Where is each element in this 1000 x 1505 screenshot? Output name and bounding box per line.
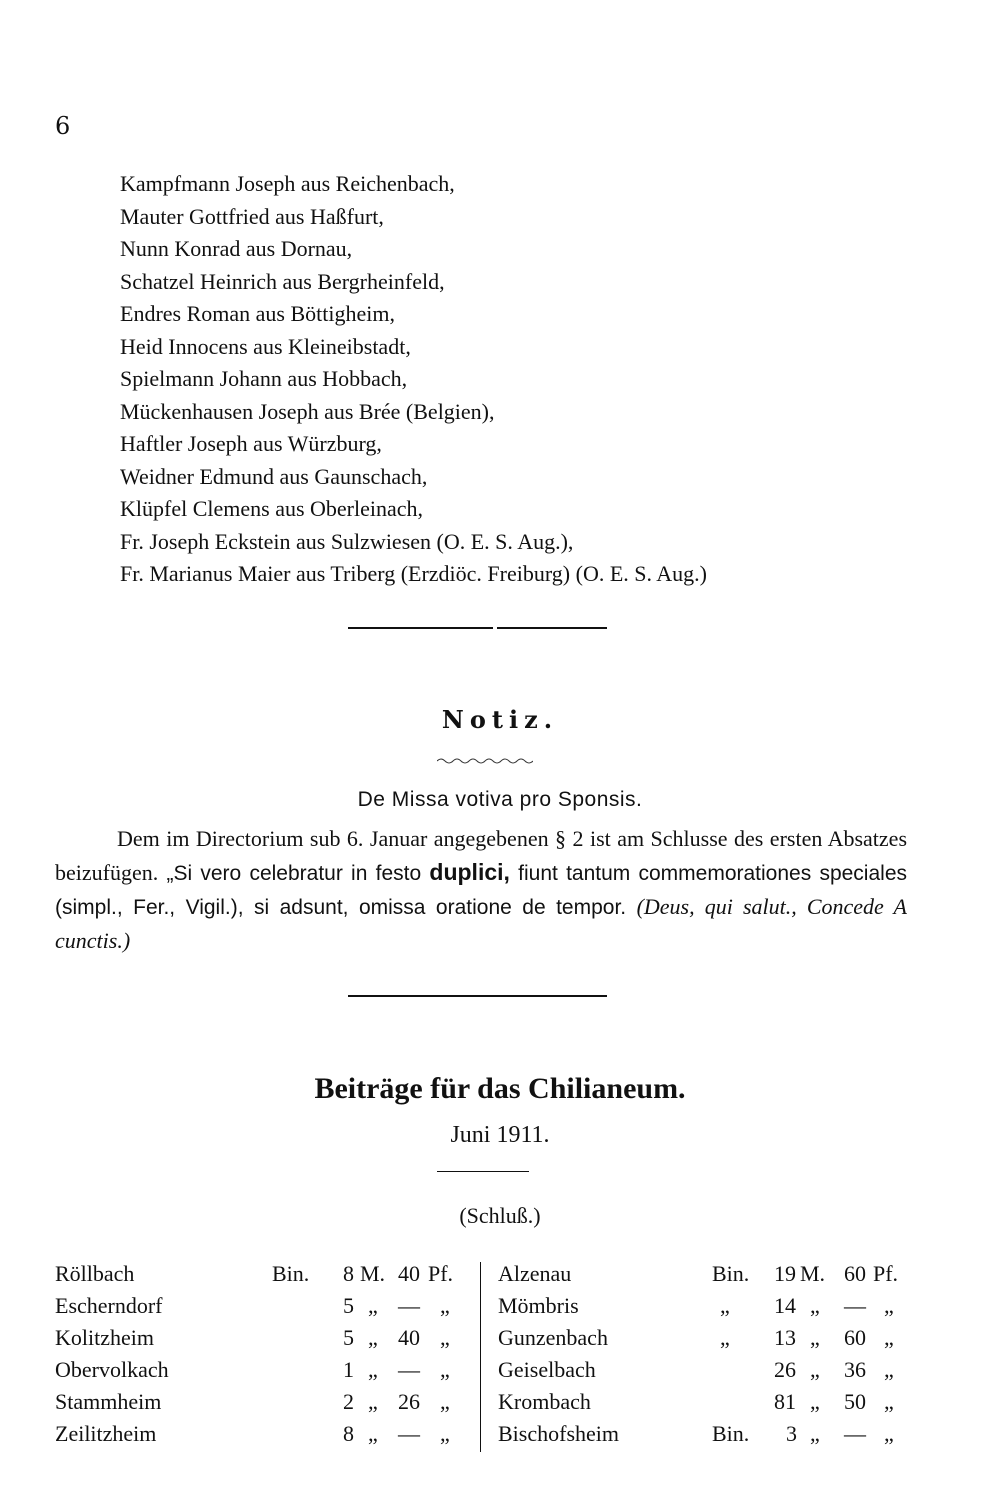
pf-amount: — <box>398 1421 420 1446</box>
prefix: Bin. <box>272 1261 310 1286</box>
place-name: Röllbach <box>55 1261 135 1286</box>
mark-unit: M. <box>800 1261 826 1286</box>
prefix: Bin. <box>712 1261 750 1286</box>
table-row <box>0 1418 480 1450</box>
pf-amount: — <box>844 1293 866 1318</box>
mark-amount: 8 <box>343 1261 354 1286</box>
page-number: 6 <box>55 112 71 140</box>
place-name: Kolitzheim <box>55 1325 154 1350</box>
notiz-text: „Si vero celebratur in festo <box>166 862 422 885</box>
prefix: Bin. <box>712 1421 750 1446</box>
table-row <box>480 1386 960 1418</box>
notiz-subtitle: De Missa votiva pro Sponsis. <box>357 788 643 811</box>
mark-amount: 14 <box>774 1293 796 1318</box>
mark-unit: „ <box>810 1293 820 1318</box>
mark-unit: M. <box>360 1261 386 1286</box>
mark-amount: 5 <box>343 1293 354 1318</box>
place-name: Gunzenbach <box>498 1325 608 1350</box>
table-row <box>480 1354 960 1386</box>
mark-unit: „ <box>368 1357 378 1382</box>
list-item: Kampfmann Joseph aus Reichenbach, <box>120 171 455 196</box>
table-row <box>0 1322 480 1354</box>
mark-amount: 3 <box>786 1421 797 1446</box>
table-row <box>0 1290 480 1322</box>
pf-amount: 40 <box>398 1325 420 1350</box>
prefix: „ <box>720 1293 730 1318</box>
beitraege-date: Juni 1911. <box>450 1122 550 1148</box>
pf-amount: 50 <box>844 1389 866 1414</box>
list-item: Spielmann Johann aus Hobbach, <box>120 366 408 391</box>
list-item: Schatzel Heinrich aus Bergrheinfeld, <box>120 268 445 294</box>
place-name: Geiselbach <box>498 1357 596 1382</box>
notiz-text: fiunt tantum commemorationes speciales (simpl., Fer., Vigil.), si adsunt, omissa oratione de tempor. <box>55 862 907 919</box>
list-item: Fr. Marianus Maier aus Triberg (Erzdiöc. Freiburg) (O. E. S. Aug.) <box>120 561 708 586</box>
table-row <box>480 1258 960 1290</box>
list-item: Haftler Joseph aus Würzburg, <box>120 431 382 456</box>
pf-unit: Pf. <box>873 1261 899 1286</box>
place-name: Alzenau <box>498 1261 572 1286</box>
mark-amount: 13 <box>774 1325 796 1350</box>
pf-unit: „ <box>440 1357 450 1382</box>
names-list <box>120 168 970 591</box>
list-item: Klüpfel Clemens aus Oberleinach, <box>120 496 424 521</box>
mark-unit: „ <box>368 1389 378 1414</box>
pf-unit: „ <box>884 1293 894 1318</box>
prefix: „ <box>720 1325 730 1350</box>
place-name: Stammheim <box>55 1389 162 1414</box>
pf-unit: „ <box>440 1325 450 1350</box>
place-name: Obervolkach <box>55 1357 169 1382</box>
divider <box>348 995 607 997</box>
table-row <box>480 1418 960 1450</box>
place-name: Krombach <box>498 1389 591 1414</box>
beitraege-title: Beiträge für das Chilianeum. <box>314 1072 686 1105</box>
pf-unit: „ <box>440 1293 450 1318</box>
pf-amount: 60 <box>844 1325 866 1350</box>
list-item: Fr. Joseph Eckstein aus Sulzwiesen (O. E. S. Aug.), <box>120 528 574 554</box>
pf-unit: „ <box>440 1421 450 1446</box>
pf-amount: 40 <box>398 1261 420 1286</box>
notiz-emphasis: duplici, <box>429 859 510 885</box>
mark-amount: 8 <box>343 1421 354 1446</box>
table-row <box>0 1386 480 1418</box>
mark-unit: „ <box>368 1293 378 1318</box>
list-item: Nunn Konrad aus Dornau, <box>120 236 353 261</box>
pf-amount: — <box>844 1421 866 1446</box>
mark-amount: 19 <box>774 1261 796 1286</box>
notiz-text: Dem im Directorium sub 6. Januar angegebenen § 2 ist am Schlusse des ersten Absatzes beizufügen. <box>55 826 907 885</box>
ornament-divider <box>437 757 533 765</box>
pf-amount: — <box>398 1357 420 1382</box>
pf-unit: „ <box>884 1389 894 1414</box>
divider <box>348 627 493 629</box>
table-row <box>0 1258 480 1290</box>
divider <box>497 627 607 629</box>
pf-amount: 26 <box>398 1389 420 1414</box>
list-item: Weidner Edmund aus Gaunschach, <box>120 463 428 489</box>
beitraege-note: (Schluß.) <box>459 1203 541 1228</box>
pf-unit: „ <box>884 1325 894 1350</box>
table-row <box>0 1354 480 1386</box>
table-row <box>480 1290 960 1322</box>
divider <box>437 1171 529 1172</box>
mark-unit: „ <box>810 1389 820 1414</box>
mark-unit: „ <box>368 1325 378 1350</box>
place-name: Zeilitzheim <box>55 1421 157 1446</box>
mark-amount: 81 <box>774 1389 796 1414</box>
place-name: Bischofsheim <box>498 1421 619 1446</box>
mark-amount: 5 <box>343 1325 354 1350</box>
pf-amount: — <box>398 1293 420 1318</box>
list-item: Heid Innocens aus Kleineibstadt, <box>120 333 411 359</box>
notiz-body <box>55 822 907 958</box>
mark-amount: 2 <box>343 1389 354 1414</box>
mark-unit: „ <box>810 1421 820 1446</box>
mark-amount: 26 <box>774 1357 796 1382</box>
mark-unit: „ <box>810 1357 820 1382</box>
place-name: Mömbris <box>498 1293 579 1318</box>
mark-unit: „ <box>368 1421 378 1446</box>
pf-unit: „ <box>884 1357 894 1382</box>
list-item: Mückenhausen Joseph aus Brée (Belgien), <box>120 398 495 424</box>
list-item: Endres Roman aus Böttigheim, <box>120 301 395 326</box>
pf-amount: 60 <box>844 1261 866 1286</box>
pf-unit: Pf. <box>428 1261 454 1286</box>
mark-amount: 1 <box>343 1357 354 1382</box>
place-name: Escherndorf <box>55 1293 163 1318</box>
pf-unit: „ <box>884 1421 894 1446</box>
notiz-title: Notiz. <box>441 705 559 734</box>
notiz-italic: (Deus, qui salut., Concede A cunctis.) <box>55 894 907 953</box>
pf-amount: 36 <box>844 1357 866 1382</box>
list-item: Mauter Gottfried aus Haßfurt, <box>120 203 384 229</box>
mark-unit: „ <box>810 1325 820 1350</box>
table-row <box>480 1322 960 1354</box>
pf-unit: „ <box>440 1389 450 1414</box>
